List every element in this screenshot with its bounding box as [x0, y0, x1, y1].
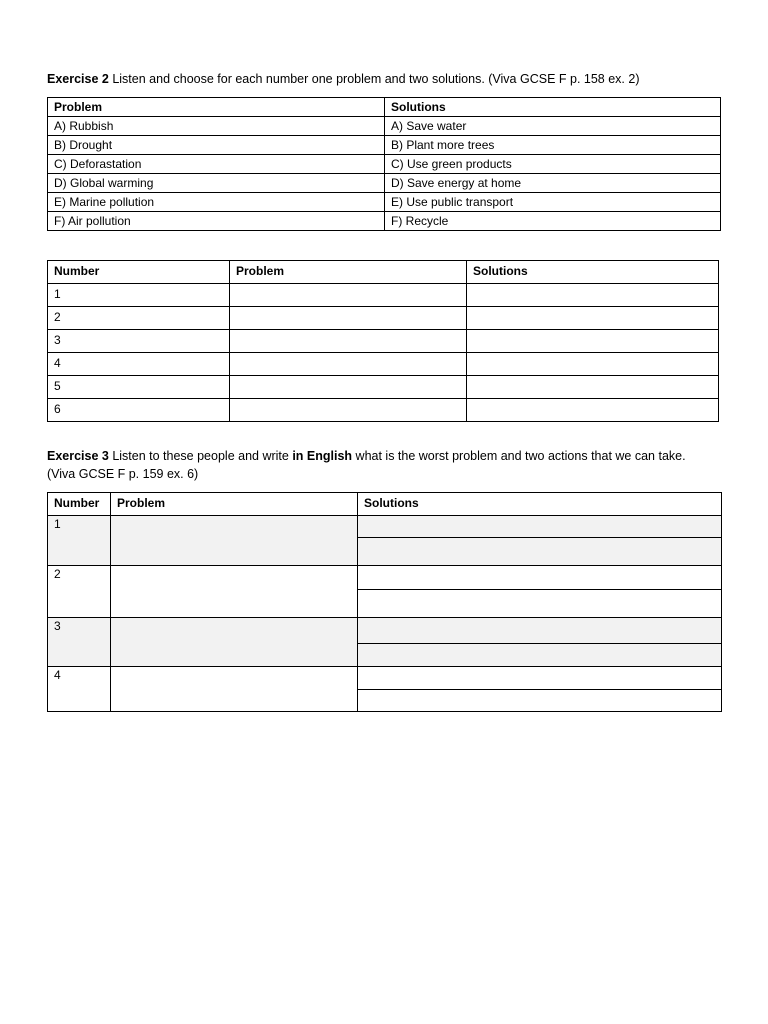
- exercise-3-text-b: what is the worst problem and two actions that we can take.: [352, 449, 686, 463]
- solution-option: A) Save water: [385, 117, 721, 136]
- problem-answer-cell[interactable]: [230, 307, 467, 330]
- table-row: [48, 566, 722, 590]
- table-row: [48, 193, 721, 212]
- table-header-row: [48, 261, 719, 284]
- table-row: [48, 212, 721, 231]
- solution-answer-cell[interactable]: [358, 538, 722, 566]
- table-row: [48, 155, 721, 174]
- solution-option: C) Use green products: [385, 155, 721, 174]
- problem-answer-cell[interactable]: [230, 399, 467, 422]
- table-row: [48, 307, 719, 330]
- exercise-3-instruction: [47, 447, 686, 483]
- solutions-answer-cell[interactable]: [467, 284, 719, 307]
- table-header-row: [48, 493, 722, 516]
- row-number: 2: [48, 566, 111, 618]
- exercise-3-answer-table: [47, 492, 722, 712]
- exercise-3-label: Exercise 3: [47, 449, 109, 463]
- solution-answer-cell[interactable]: [358, 690, 722, 712]
- exercise-3-reference: (Viva GCSE F p. 159 ex. 6): [47, 467, 199, 481]
- problem-option: C) Deforastation: [48, 155, 385, 174]
- header-solutions: Solutions: [467, 261, 719, 284]
- problem-answer-cell[interactable]: [230, 284, 467, 307]
- table-row: [48, 284, 719, 307]
- row-number: 5: [48, 376, 230, 399]
- problem-answer-cell[interactable]: [111, 516, 358, 566]
- table-row: [48, 376, 719, 399]
- table-row: [48, 117, 721, 136]
- problem-answer-cell[interactable]: [111, 566, 358, 618]
- solution-option: B) Plant more trees: [385, 136, 721, 155]
- solution-answer-cell[interactable]: [358, 667, 722, 690]
- exercise-2-instruction: [47, 70, 639, 88]
- solutions-answer-cell[interactable]: [467, 307, 719, 330]
- table-row: [48, 353, 719, 376]
- header-number: Number: [48, 261, 230, 284]
- row-number: 6: [48, 399, 230, 422]
- solution-answer-cell[interactable]: [358, 566, 722, 590]
- row-number: 4: [48, 667, 111, 712]
- table-row: [48, 399, 719, 422]
- exercise-2-label: Exercise 2: [47, 72, 109, 86]
- table-row: [48, 136, 721, 155]
- exercise-3-text-a: Listen to these people and write: [108, 449, 293, 463]
- table-row: [48, 330, 719, 353]
- solution-option: F) Recycle: [385, 212, 721, 231]
- header-solutions: Solutions: [385, 98, 721, 117]
- problem-option: D) Global warming: [48, 174, 385, 193]
- row-number: 3: [48, 330, 230, 353]
- solutions-answer-cell[interactable]: [467, 376, 719, 399]
- header-problem: Problem: [230, 261, 467, 284]
- problem-answer-cell[interactable]: [230, 376, 467, 399]
- table-row: [48, 516, 722, 538]
- problem-answer-cell[interactable]: [230, 353, 467, 376]
- row-number: 3: [48, 618, 111, 667]
- solution-answer-cell[interactable]: [358, 644, 722, 667]
- table-header-row: [48, 98, 721, 117]
- solutions-answer-cell[interactable]: [467, 353, 719, 376]
- problem-answer-cell[interactable]: [111, 667, 358, 712]
- exercise-3-emphasis: in English: [292, 449, 353, 463]
- problem-answer-cell[interactable]: [230, 330, 467, 353]
- solutions-answer-cell[interactable]: [467, 399, 719, 422]
- solution-option: D) Save energy at home: [385, 174, 721, 193]
- solution-answer-cell[interactable]: [358, 590, 722, 618]
- problem-answer-cell[interactable]: [111, 618, 358, 667]
- solutions-answer-cell[interactable]: [467, 330, 719, 353]
- header-number: Number: [48, 493, 111, 516]
- problem-option: B) Drought: [48, 136, 385, 155]
- problem-option: E) Marine pollution: [48, 193, 385, 212]
- table-row: [48, 618, 722, 644]
- exercise-2-answer-table: [47, 260, 719, 422]
- table-row: [48, 667, 722, 690]
- exercise-2-text: Listen and choose for each number one problem and two solutions. (Viva GCSE F p. 158 ex. 2): [108, 72, 640, 86]
- solution-answer-cell[interactable]: [358, 516, 722, 538]
- header-problem: Problem: [111, 493, 358, 516]
- problems-solutions-table: [47, 97, 721, 231]
- table-row: [48, 174, 721, 193]
- problem-option: A) Rubbish: [48, 117, 385, 136]
- row-number: 1: [48, 516, 111, 566]
- solution-option: E) Use public transport: [385, 193, 721, 212]
- header-problem: Problem: [48, 98, 385, 117]
- row-number: 4: [48, 353, 230, 376]
- header-solutions: Solutions: [358, 493, 722, 516]
- problem-option: F) Air pollution: [48, 212, 385, 231]
- row-number: 2: [48, 307, 230, 330]
- solution-answer-cell[interactable]: [358, 618, 722, 644]
- row-number: 1: [48, 284, 230, 307]
